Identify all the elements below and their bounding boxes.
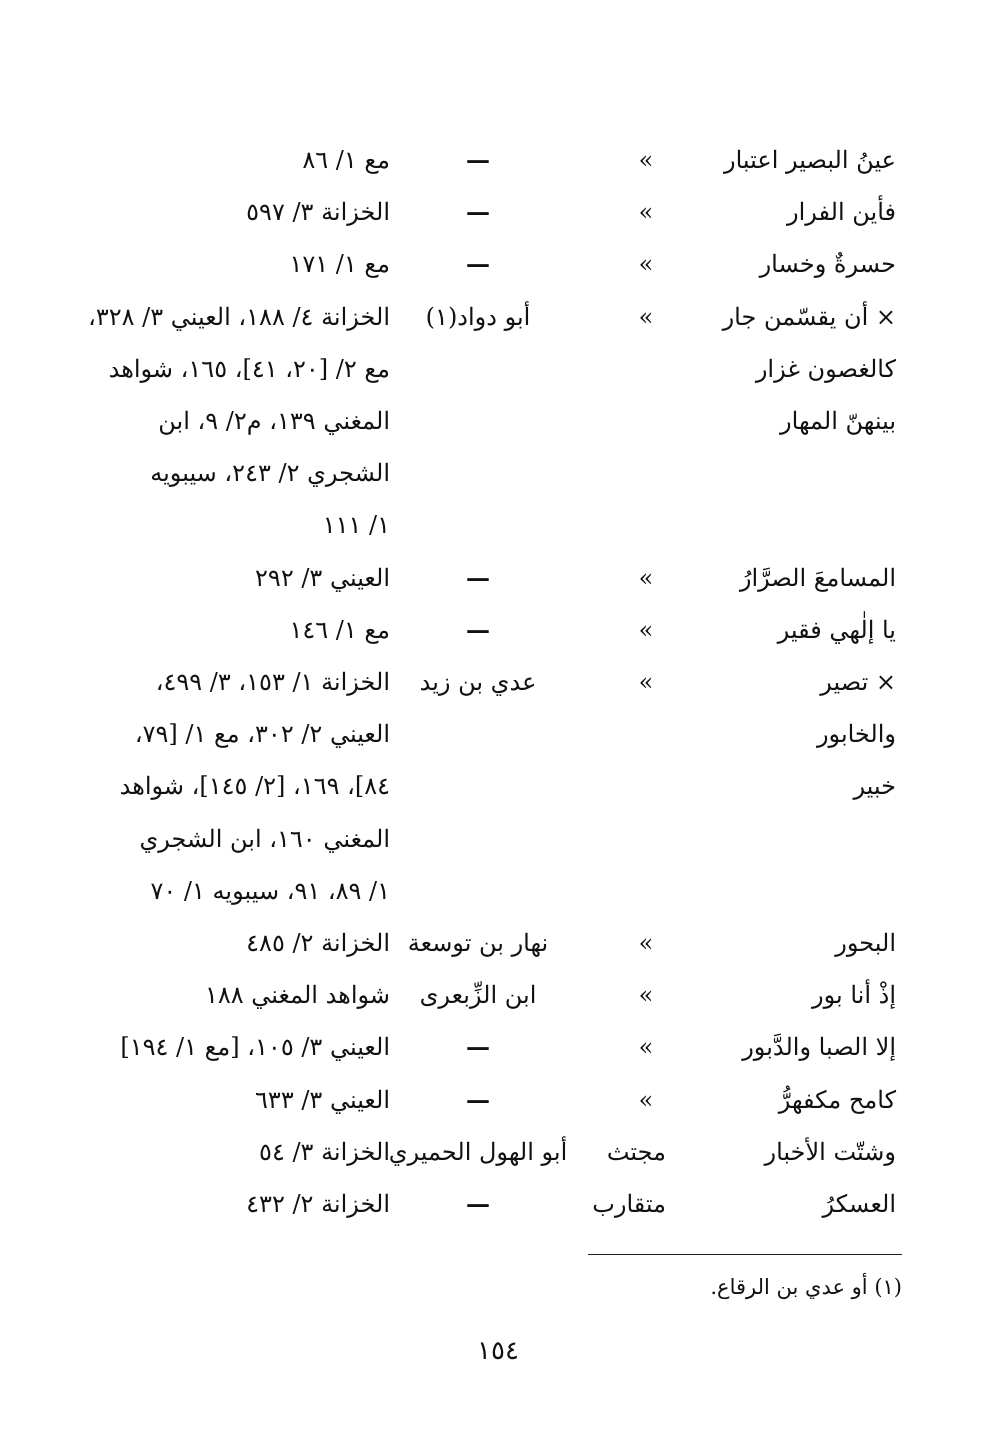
source-reference: الخزانة ٢/ ٤٣٢	[246, 1190, 390, 1218]
table-row	[0, 604, 996, 656]
poet-name	[388, 395, 568, 447]
poet-name: أبو دواد(١)	[425, 303, 531, 331]
table-row	[0, 447, 996, 499]
table-row	[0, 969, 996, 1021]
table-row	[0, 343, 996, 395]
verse-ending: إذْ أنا بور	[812, 981, 896, 1009]
verse-ending	[676, 447, 896, 499]
meter-mark: »	[638, 616, 654, 644]
verse-ending	[676, 813, 896, 865]
meter-mark: »	[638, 668, 654, 696]
table-row	[0, 186, 996, 238]
meter-mark	[626, 708, 666, 760]
table-row	[0, 1178, 996, 1230]
poet-name: —	[466, 1085, 490, 1114]
table-row	[0, 395, 996, 447]
meter-mark	[626, 499, 666, 551]
meter-mark: »	[638, 303, 654, 331]
verse-ending: البحور	[835, 929, 896, 957]
source-reference: العيني ٣/ ١٠٥، [مع ١/ ١٩٤]	[120, 1033, 390, 1061]
poet-name: ابن الزِّبعرى	[419, 981, 537, 1009]
verse-ending: والخابور	[816, 720, 896, 748]
table-row	[0, 813, 996, 865]
poet-name: —	[466, 615, 490, 644]
poet-name	[388, 760, 568, 812]
poet-name: —	[466, 1189, 490, 1218]
source-reference: الخزانة ٤/ ١٨٨، العيني ٣/ ٣٢٨،	[88, 303, 390, 331]
table-row	[0, 291, 996, 343]
verse-ending: إلا الصبا والدَّبور	[742, 1033, 896, 1061]
source-reference: الشجري ٢/ ٢٤٣، سيبويه	[150, 459, 390, 487]
table-row	[0, 1126, 996, 1178]
poet-name: نهار بن توسعة	[407, 929, 549, 957]
meter-mark: »	[638, 146, 654, 174]
table-row	[0, 865, 996, 917]
verse-ending: العسكرُ	[822, 1190, 896, 1218]
table-row	[0, 917, 996, 969]
meter-mark: »	[638, 198, 654, 226]
source-reference: الخزانة ٢/ ٤٨٥	[246, 929, 390, 957]
source-reference: المغني ١٣٩، م٢/ ٩، ابن	[158, 407, 390, 435]
poet-name: —	[466, 145, 490, 174]
verse-ending: فأين الفرار	[787, 198, 896, 226]
poet-name: —	[466, 197, 490, 226]
poet-name: أبو الهول الحميري	[388, 1138, 568, 1166]
verse-ending: كامح مكفهرُّ	[778, 1086, 896, 1114]
meter-mark: »	[638, 1033, 654, 1061]
verse-ending: المسامعَ الصرَّارُ	[739, 564, 896, 592]
source-reference: مع ١/ ١٤٦	[289, 616, 390, 644]
footnote-rule	[588, 1254, 902, 1255]
verse-ending: عينُ البصير اعتبار	[724, 146, 896, 174]
table-row	[0, 656, 996, 708]
source-reference: المغني ١٦٠، ابن الشجري	[139, 825, 390, 853]
meter-mark: »	[638, 1086, 654, 1114]
verse-ending: × أن يقسّمن جار	[722, 303, 896, 331]
meter-mark: »	[638, 981, 654, 1009]
source-reference: الخزانة ٣/ ٥٩٧	[246, 198, 390, 226]
source-reference: شواهد المغني ١٨٨	[204, 981, 390, 1009]
poet-name: —	[466, 563, 490, 592]
table-row	[0, 134, 996, 186]
table-row	[0, 1074, 996, 1126]
source-reference: العيني ٢/ ٣٠٢، مع ١/ [٧٩،	[134, 720, 390, 748]
verse-ending: × تصير	[820, 668, 896, 696]
source-reference: ١/ ٨٩، ٩١، سيبويه ١/ ٧٠	[150, 877, 390, 905]
poet-name	[388, 447, 568, 499]
poet-name	[388, 499, 568, 551]
source-reference: مع ١/ ٨٦	[302, 146, 390, 174]
verse-ending: بينهنّ المهار	[780, 407, 896, 435]
meter-mark: مجتث	[606, 1138, 666, 1166]
table-row	[0, 708, 996, 760]
poet-name: —	[466, 249, 490, 278]
verse-ending: خبير	[853, 772, 896, 800]
verse-ending	[676, 499, 896, 551]
table-row	[0, 238, 996, 290]
footnote: (١) أو عدي بن الرقاع.	[710, 1275, 902, 1299]
meter-mark	[626, 760, 666, 812]
poet-name: عدي بن زيد	[419, 668, 537, 696]
verse-ending: وشتّت الأخبار	[764, 1138, 896, 1166]
verse-ending: كالغصون غزار	[755, 355, 896, 383]
source-reference: ٨٤]، ١٦٩، [٢/ ١٤٥]، شواهد	[119, 772, 390, 800]
meter-mark	[626, 813, 666, 865]
poet-name	[388, 343, 568, 395]
table-row	[0, 499, 996, 551]
meter-mark: »	[638, 929, 654, 957]
meter-mark	[626, 395, 666, 447]
verse-ending	[676, 865, 896, 917]
poet-name: —	[466, 1032, 490, 1061]
meter-mark: »	[638, 250, 654, 278]
verse-ending: حسرةٌ وخسار	[759, 250, 896, 278]
poet-name	[388, 813, 568, 865]
poet-name	[388, 865, 568, 917]
meter-mark: متقارب	[592, 1190, 666, 1218]
page-number: ١٥٤	[477, 1336, 519, 1366]
source-reference: الخزانة ١/ ١٥٣، ٣/ ٤٩٩،	[155, 668, 390, 696]
source-reference: الخزانة ٣/ ٥٤	[259, 1138, 390, 1166]
source-reference: مع ١/ ١٧١	[289, 250, 390, 278]
table-row	[0, 552, 996, 604]
table-row	[0, 1021, 996, 1073]
meter-mark: »	[638, 564, 654, 592]
poet-name	[388, 708, 568, 760]
meter-mark	[626, 865, 666, 917]
meter-mark	[626, 343, 666, 395]
meter-mark	[626, 447, 666, 499]
source-reference: العيني ٣/ ٢٩٢	[255, 564, 390, 592]
verse-ending: يا إلٰهي فقير	[777, 616, 896, 644]
table-row	[0, 760, 996, 812]
source-reference: ١/ ١١١	[322, 511, 390, 539]
source-reference: العيني ٣/ ٦٣٣	[255, 1086, 390, 1114]
source-reference: مع ٢/ [٢٠، ٤١]، ١٦٥، شواهد	[108, 355, 390, 383]
